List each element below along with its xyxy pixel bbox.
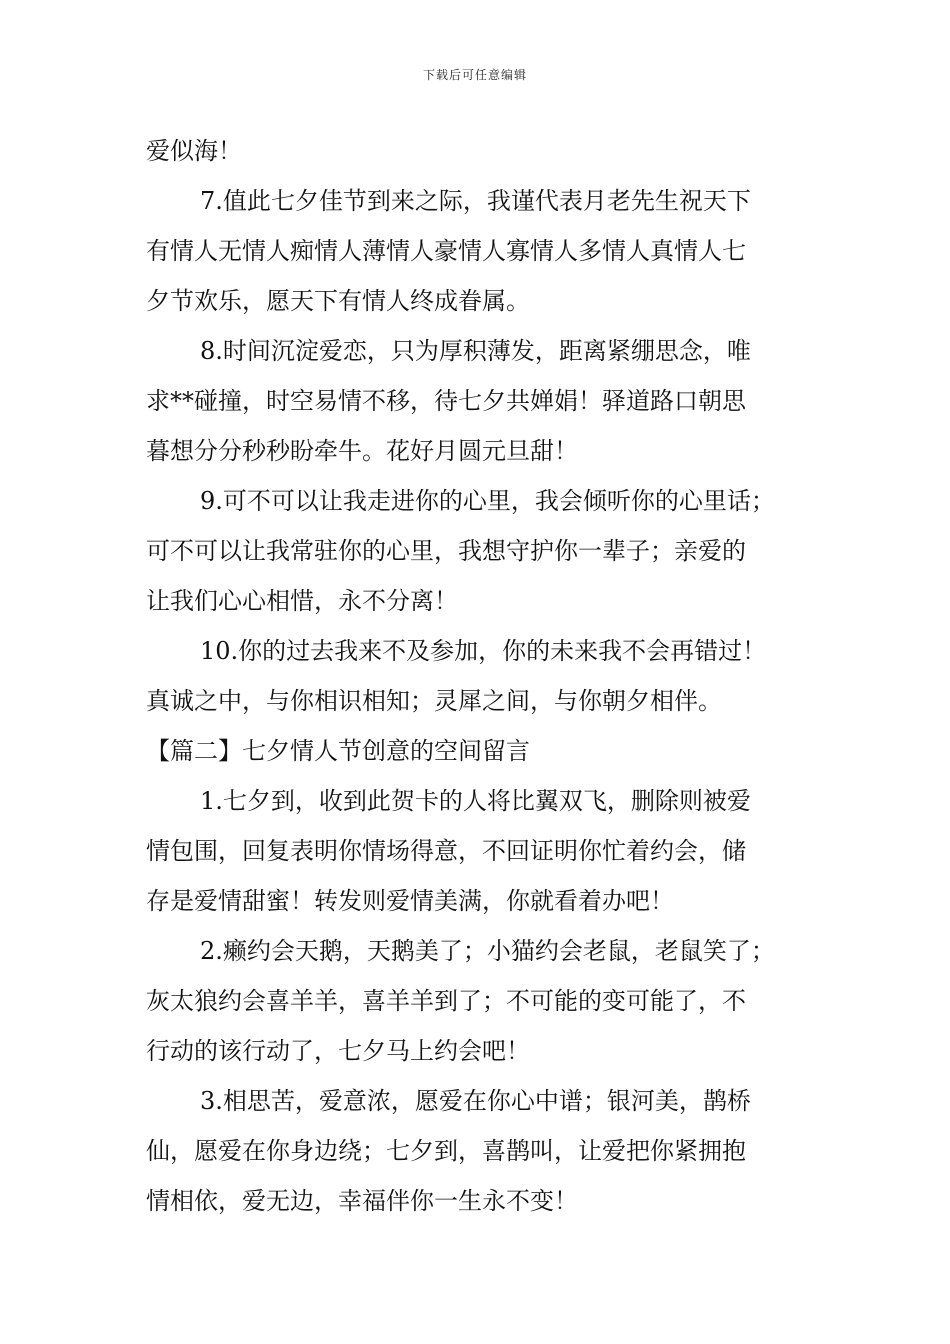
text-line: 8.时间沉淀爱恋，只为厚积薄发，距离紧绷思念，唯 (200, 337, 751, 365)
text-line: 3.相思苦，爱意浓，愿爱在你心中谱；银河美，鹊桥 (200, 1087, 751, 1115)
text-line: 暮想分分秒秒盼牵牛。花好月圆元旦甜！ (146, 437, 578, 465)
text-line: 1.七夕到，收到此贺卡的人将比翼双飞，删除则被爱 (200, 787, 751, 815)
document-body (146, 126, 826, 1226)
text-line: 爱似海！ (146, 137, 242, 165)
text-line: 2.癞约会天鹅，天鹅美了；小猫约会老鼠，老鼠笑了； (200, 937, 775, 965)
text-line: 情包围，回复表明你情场得意，不回证明你忙着约会，储 (146, 837, 746, 865)
text-line: 仙，愿爱在你身边绕；七夕到，喜鹊叫，让爱把你紧拥抱 (146, 1137, 746, 1165)
text-line: 存是爱情甜蜜！转发则爱情美满，你就看着办吧！ (146, 887, 674, 915)
text-line: 有情人无情人痴情人薄情人豪情人寡情人多情人真情人七 (146, 237, 746, 265)
text-line: 10.你的过去我来不及参加，你的未来我不会再错过！ (200, 637, 767, 665)
text-line: 9.可不可以让我走进你的心里，我会倾听你的心里话； (200, 487, 775, 515)
text-line: 夕节欢乐，愿天下有情人终成眷属。 (146, 287, 530, 315)
section-heading: 【篇二】七夕情人节创意的空间留言 (146, 737, 530, 765)
text-line: 让我们心心相惜，永不分离！ (146, 587, 458, 615)
text-line: 情相依，爱无边，幸福伴你一生永不变！ (146, 1187, 578, 1215)
text-line: 可不可以让我常驻你的心里，我想守护你一辈子；亲爱的 (146, 537, 746, 565)
text-line: 灰太狼约会喜羊羊，喜羊羊到了；不可能的变可能了，不 (146, 987, 746, 1015)
text-line: 7.值此七夕佳节到来之际，我谨代表月老先生祝天下 (200, 187, 751, 215)
text-line: 求**碰撞，时空易情不移，待七夕共婵娟！驿道路口朝思 (146, 387, 746, 415)
page-header: 下载后可任意编辑 (422, 68, 527, 82)
text-line: 行动的该行动了，七夕马上约会吧！ (146, 1037, 530, 1065)
text-line: 真诚之中，与你相识相知；灵犀之间，与你朝夕相伴。 (146, 687, 722, 715)
